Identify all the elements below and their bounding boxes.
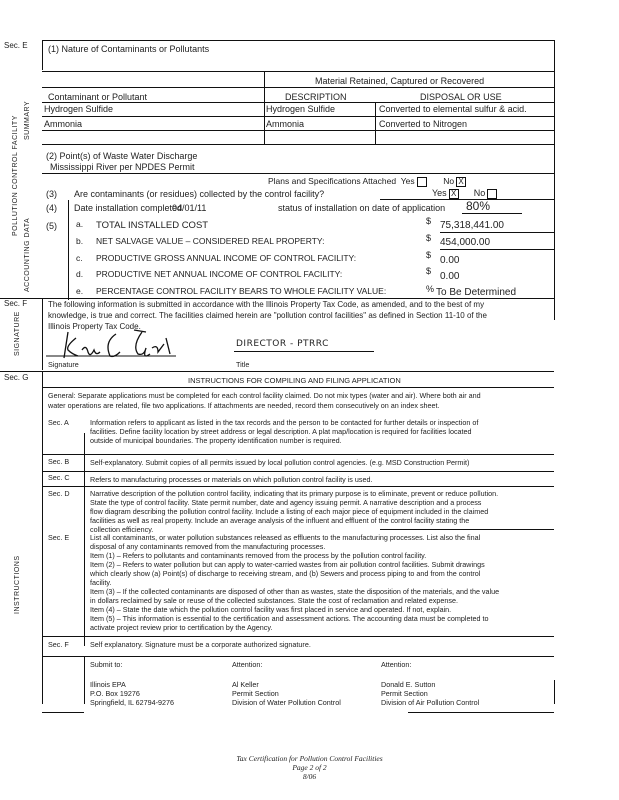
acct-letter: e. [76, 286, 84, 296]
general-line-2: water operations are related, file two applications. If attachments are needed, record them consecutively on an index sheet. [48, 401, 440, 410]
instruction-line: which clearly show (a) Point(s) of discharge to receiving stream, and (b) Sewers and process piping to and from the control [90, 569, 481, 578]
sec-f-text-2: knowledge, is true and correct. The facilities claimed herein are "pollution control facilities" as defined in Section 11-10 of the [48, 311, 487, 320]
attention-label: Attention: [232, 660, 263, 669]
plans-no-label: No [443, 176, 455, 186]
instruction-label: Sec. F [48, 640, 69, 649]
item4-status-label: status of installation on date of application [278, 203, 446, 213]
acct-letter: a. [76, 219, 84, 229]
side-label-accounting: ACCOUNTING DATA [24, 217, 31, 292]
acct-value: 75,318,441.00 [440, 220, 504, 231]
sec-f-text-3: Illinois Property Tax Code. [48, 322, 141, 331]
submit-label: Submit to: [90, 660, 123, 669]
instruction-line: Item (4) – State the date which the pollution control facility was first placed in service and operated. If not, explain. [90, 605, 452, 614]
item3-label: Are contaminants (or residues) collected by the control facility? [74, 189, 325, 199]
row-disposal: Converted to elemental sulfur & acid. [379, 104, 527, 114]
instruction-line: Self-explanatory. Submit copies of all permits issued by local pollution control agencies. (e.g. MSD Construction Permit) [90, 458, 470, 467]
signature-image [46, 328, 186, 362]
item1-title: (1) Nature of Contaminants or Pollutants [48, 44, 210, 54]
instruction-line: disposal of any contaminants removed from the manufacturing processes. [90, 542, 326, 551]
item2-title: (2) Point(s) of Waste Water Discharge [46, 151, 198, 161]
instruction-line: in dollars reclaimed by sale or reuse of the collected substances. State the cost of reclamation and related expense. [90, 596, 458, 605]
instructions-header: INSTRUCTIONS FOR COMPILING AND FILING APPLICATION [188, 376, 401, 385]
item3-no-label: No [473, 188, 486, 198]
acct-label: NET SALVAGE VALUE – CONSIDERED REAL PROPERTY: [96, 236, 325, 246]
side-label-instructions: INSTRUCTIONS [14, 555, 21, 614]
item3-yes-checkbox[interactable]: X [449, 189, 459, 199]
item4-status-value: 80% [466, 199, 491, 213]
instruction-line: Item (5) – This information is essential to the certification and assessment actions. The accounting data must be completed to [90, 614, 489, 623]
footer-title: Tax Certification for Pollution Control Facilities [236, 754, 383, 763]
instruction-label: Sec. A [48, 418, 69, 427]
item3-no-checkbox[interactable] [487, 189, 497, 199]
instruction-line: Self explanatory. Signature must be a corporate authorized signature. [90, 640, 311, 649]
plans-yes-checkbox[interactable] [417, 177, 427, 187]
sec-g-label: Sec. G [4, 373, 29, 382]
instruction-line: outside of municipal boundaries. The property identification number is required. [90, 436, 342, 445]
acct-letter: c. [76, 253, 83, 263]
signature-label: Signature [48, 360, 79, 369]
row-description: Ammonia [266, 119, 305, 129]
acct-label: PERCENTAGE CONTROL FACILITY BEARS TO WHOLE FACILITY VALUE: [96, 286, 387, 296]
row-disposal: Converted to Nitrogen [379, 119, 468, 129]
item2-value: Mississippi River per NPDES Permit [50, 162, 195, 172]
acct-value: 0.00 [440, 255, 460, 266]
item3-answers [432, 188, 497, 199]
instruction-label: Sec. D [48, 489, 70, 498]
acct-letter: b. [76, 236, 84, 246]
footer-page: Page 2 of 2 [292, 763, 327, 772]
instruction-label: Sec. B [48, 457, 70, 466]
acct-unit: $ [426, 233, 432, 243]
sec-f-text-1: The following information is submitted in accordance with the Illinois Property Tax Code, as amended, and to the best of my [48, 300, 485, 309]
instruction-line: State the type of control facility. State permit number, date and agency issuing permit. A narrative description and a process [90, 498, 482, 507]
address-line: Al Keller [232, 680, 259, 689]
acct-unit: $ [426, 250, 432, 260]
attention-label: Attention: [381, 660, 412, 669]
plans-label: Plans and Specifications Attached [268, 176, 397, 186]
item3-num: (3) [46, 189, 57, 199]
instruction-line: Item (2) – Refers to water pollution but can apply to water-carried wastes from air pollution control facilities. Submit drawings [90, 560, 485, 569]
instruction-line: Information refers to applicant as listed in the tax records and the person to be contacted for further details or inspection of [90, 418, 479, 427]
sec-f-label: Sec. F [4, 299, 28, 308]
instruction-line: flow diagram describing the pollution control facility. Include a listing of each major piece of equipment included in the claimed [90, 507, 489, 516]
side-label-summary: SUMMARY [24, 100, 31, 140]
title-label: Title [236, 360, 250, 369]
instruction-line: facilities. Define facility location by street address or legal description. A plat map/location is required for facilities located [90, 427, 472, 436]
item4-date: 04/01/11 [172, 203, 207, 213]
row-contaminant: Hydrogen Sulfide [44, 104, 114, 114]
sec-e-label: Sec. E [4, 41, 28, 50]
item4-num: (4) [46, 203, 57, 213]
title-value: DIRECTOR - PTRRC [236, 339, 329, 349]
row-contaminant: Ammonia [44, 119, 83, 129]
address-line: Permit Section [232, 689, 279, 698]
col-contaminant-header: Contaminant or Pollutant [48, 92, 148, 102]
item3-yes-label: Yes [432, 188, 447, 198]
acct-value: To Be Determined [436, 287, 517, 298]
acct-label: PRODUCTIVE GROSS ANNUAL INCOME OF CONTROL FACILITY: [96, 253, 357, 263]
acct-value: 0.00 [440, 271, 460, 282]
col-description-header: DESCRIPTION [285, 92, 347, 102]
instruction-line: activate project review prior to certification by the Agency. [90, 623, 273, 632]
instruction-line: Item (1) – Refers to pollutants and contaminants removed from the process by the pollution control facility. [90, 551, 427, 560]
acct-label: PRODUCTIVE NET ANNUAL INCOME OF CONTROL FACILITY: [96, 269, 343, 279]
footer-date: 8/06 [302, 772, 317, 781]
acct-value: 454,000.00 [440, 237, 491, 248]
plans-yes-label: Yes [400, 176, 415, 186]
item5-num: (5) [46, 221, 57, 231]
acct-label: TOTAL INSTALLED COST [96, 220, 209, 231]
acct-unit: % [426, 284, 435, 294]
side-label-signature: SIGNATURE [14, 311, 21, 356]
row-description: Hydrogen Sulfide [266, 104, 336, 114]
instruction-line: Refers to manufacturing processes or materials on which pollution control facility is used. [90, 475, 373, 484]
instruction-line: Item (3) – If the collected contaminants are disposed of other than as wastes, state the disposition of the materials, and the value [90, 587, 500, 596]
acct-letter: d. [76, 269, 84, 279]
acct-unit: $ [426, 216, 432, 226]
instruction-line: collection efficiency. [90, 525, 154, 534]
address-line: Division of Air Pollution Control [381, 698, 480, 707]
col-disposal-header: DISPOSAL OR USE [420, 92, 502, 102]
plans-no-checkbox[interactable]: X [456, 177, 466, 187]
material-header: Material Retained, Captured or Recovered [315, 76, 485, 86]
instruction-line: facility. [90, 578, 112, 587]
instruction-label: Sec. C [48, 473, 70, 482]
instruction-line: Narrative description of the pollution control facility, indicating that its primary purpose is to eliminate, prevent or reduce pollution. [90, 489, 499, 498]
address-line: Permit Section [381, 689, 428, 698]
address-line: Illinois EPA [90, 680, 126, 689]
acct-unit: $ [426, 266, 432, 276]
general-line-1: General: Separate applications must be completed for each control facility claimed. Do not mix types (water and air). Where both air and [48, 391, 481, 400]
plans-row [268, 176, 466, 187]
address-line: Division of Water Pollution Control [232, 698, 341, 707]
side-label-pollution-control: POLLUTION CONTROL FACILITY [12, 115, 19, 236]
address-line: P.O. Box 19276 [90, 689, 140, 698]
address-line: Springfield, IL 62794-9276 [90, 698, 175, 707]
instruction-line: facilities as well as real property. Include an average analysis of the influent and effluent of the control facility stating the [90, 516, 470, 525]
instruction-line: List all contaminants, or water pollution substances released as effluents to the manufacturing processes. List also the final [90, 533, 481, 542]
address-line: Donald E. Sutton [381, 680, 436, 689]
instruction-label: Sec. E [48, 533, 70, 542]
item4-label: Date installation completed [74, 203, 183, 213]
